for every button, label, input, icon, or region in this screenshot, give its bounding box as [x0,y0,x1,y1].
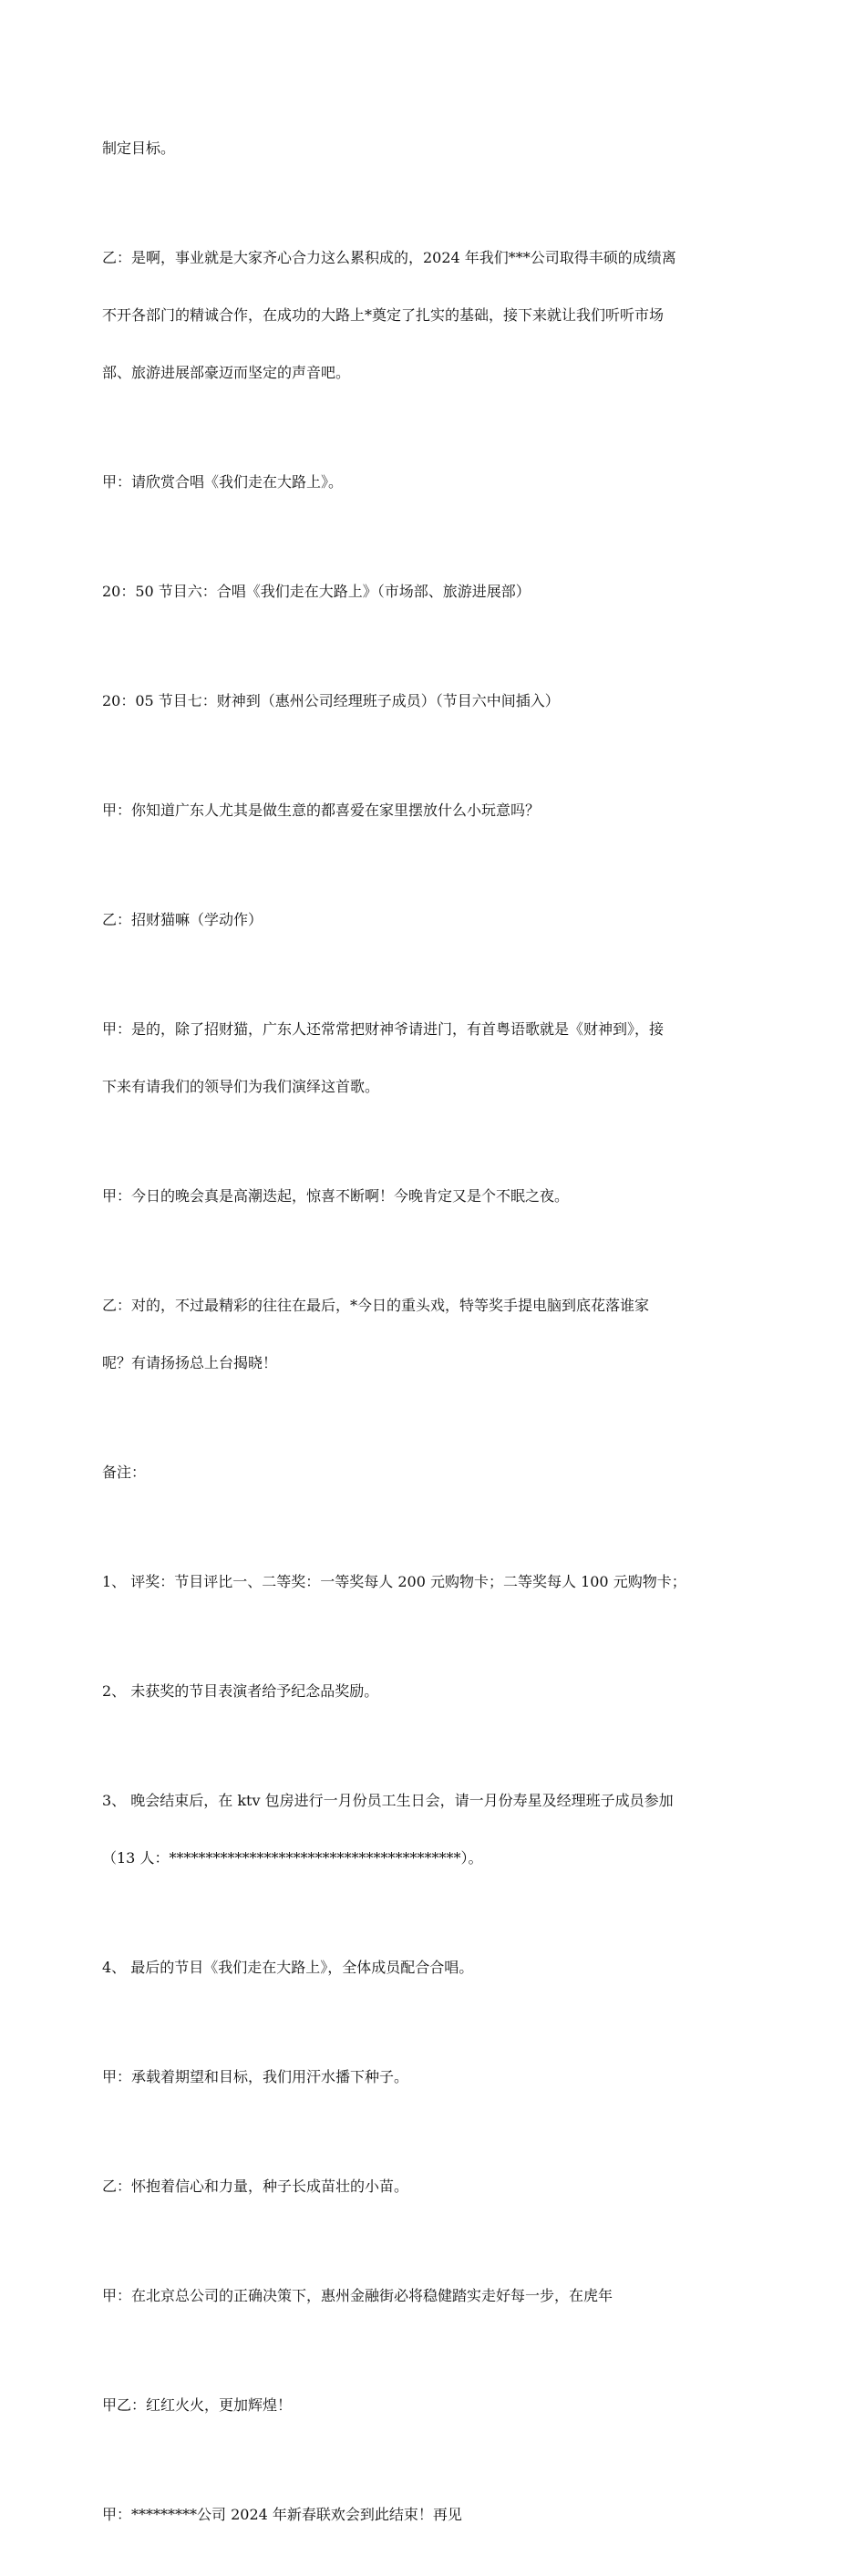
text-line: 3、 晚会结束后，在 ktv 包房进行一月份员工生日会，请一月份寿星及经理班子成员参加 [102,1792,674,1809]
text-line: 甲：是的，除了招财猫，广东人还常常把财神爷请进门，有首粤语歌就是《财神到》，接 [102,1020,665,1038]
paragraph-yi-lucky-cat [102,872,768,967]
paragraph-goal [102,100,768,196]
paragraph-yi-career [102,210,768,420]
paragraph-jiayi-brilliant [102,2357,768,2453]
text-line: 制定目标。 [102,140,176,157]
note-item-3 [102,1753,768,1906]
text-line: 甲：在北京总公司的正确决策下，惠州金融街必将稳健踏实走好每一步，在虎年 [102,2287,613,2304]
text-line: 甲：今日的晚会真是高潮迭起，惊喜不断啊！今晚肯定又是个不眠之夜。 [102,1187,570,1205]
text-line: 4、 最后的节目《我们走在大路上》，全体成员配合合唱。 [102,1959,474,1976]
text-line: 乙：是啊，事业就是大家齐心合力这么累积成的，2024 年我们***公司取得丰硕的成绩离 [102,249,676,266]
note-item-1 [102,1534,768,1629]
paragraph-jia-headquarters [102,2248,768,2343]
text-line: 乙：招财猫嘛（学动作） [102,911,263,928]
paragraph-jia-seeds [102,2029,768,2125]
document-body [102,100,768,2576]
paragraph-jia-god-of-wealth [102,981,768,1134]
paragraph-jia-closing [102,2467,768,2562]
text-line: 下来有请我们的领导们为我们演绎这首歌。 [102,1078,380,1095]
text-line: 甲：*********公司 2024 年新春联欢会到此结束！再见 [102,2506,462,2523]
text-line: 部、旅游进展部豪迈而坚定的声音吧。 [102,364,351,381]
text-line: 备注： [102,1464,147,1481]
text-line: 乙：对的，不过最精彩的往往在最后，*今日的重头戏，特等奖手提电脑到底花落谁家 [102,1297,650,1314]
notes-heading [102,1424,768,1520]
text-line: 甲：请欣赏合唱《我们走在大路上》。 [102,473,344,491]
text-line: 2、 未获奖的节目表演者给予纪念品奖励。 [102,1682,379,1700]
paragraph-jia-chorus [102,434,768,530]
text-line: 乙：怀抱着信心和力量，种子长成苗壮的小苗。 [102,2178,409,2195]
text-line: 不开各部门的精诚合作，在成功的大路上*奠定了扎实的基础，接下来就让我们听听市场 [102,306,665,324]
paragraph-yi-grand-prize [102,1257,768,1411]
text-line: （13 人：****************************************）。 [102,1849,483,1867]
note-item-4 [102,1919,768,2015]
text-line: 1、 评奖：节目评比一、二等奖：一等奖每人 200 元购物卡；二等奖每人 100 元购物卡； [102,1573,686,1590]
text-line: 20：50 节目六：合唱《我们走在大路上》（市场部、旅游进展部） [102,583,531,600]
text-line: 呢？有请扬扬总上台揭晓！ [102,1354,278,1371]
text-line: 20：05 节目七：财神到（惠州公司经理班子成员）（节目六中间插入） [102,692,560,709]
paragraph-program-seven [102,653,768,749]
paragraph-program-six [102,543,768,639]
text-line: 甲：承载着期望和目标，我们用汗水播下种子。 [102,2068,409,2085]
note-item-2 [102,1643,768,1739]
text-line: 甲：你知道广东人尤其是做生意的都喜爱在家里摆放什么小玩意吗？ [102,802,541,819]
paragraph-jia-climax [102,1148,768,1244]
text-line: 甲乙：红红火火，更加辉煌！ [102,2396,293,2414]
paragraph-yi-seedlings [102,2138,768,2234]
paragraph-jia-question [102,762,768,858]
